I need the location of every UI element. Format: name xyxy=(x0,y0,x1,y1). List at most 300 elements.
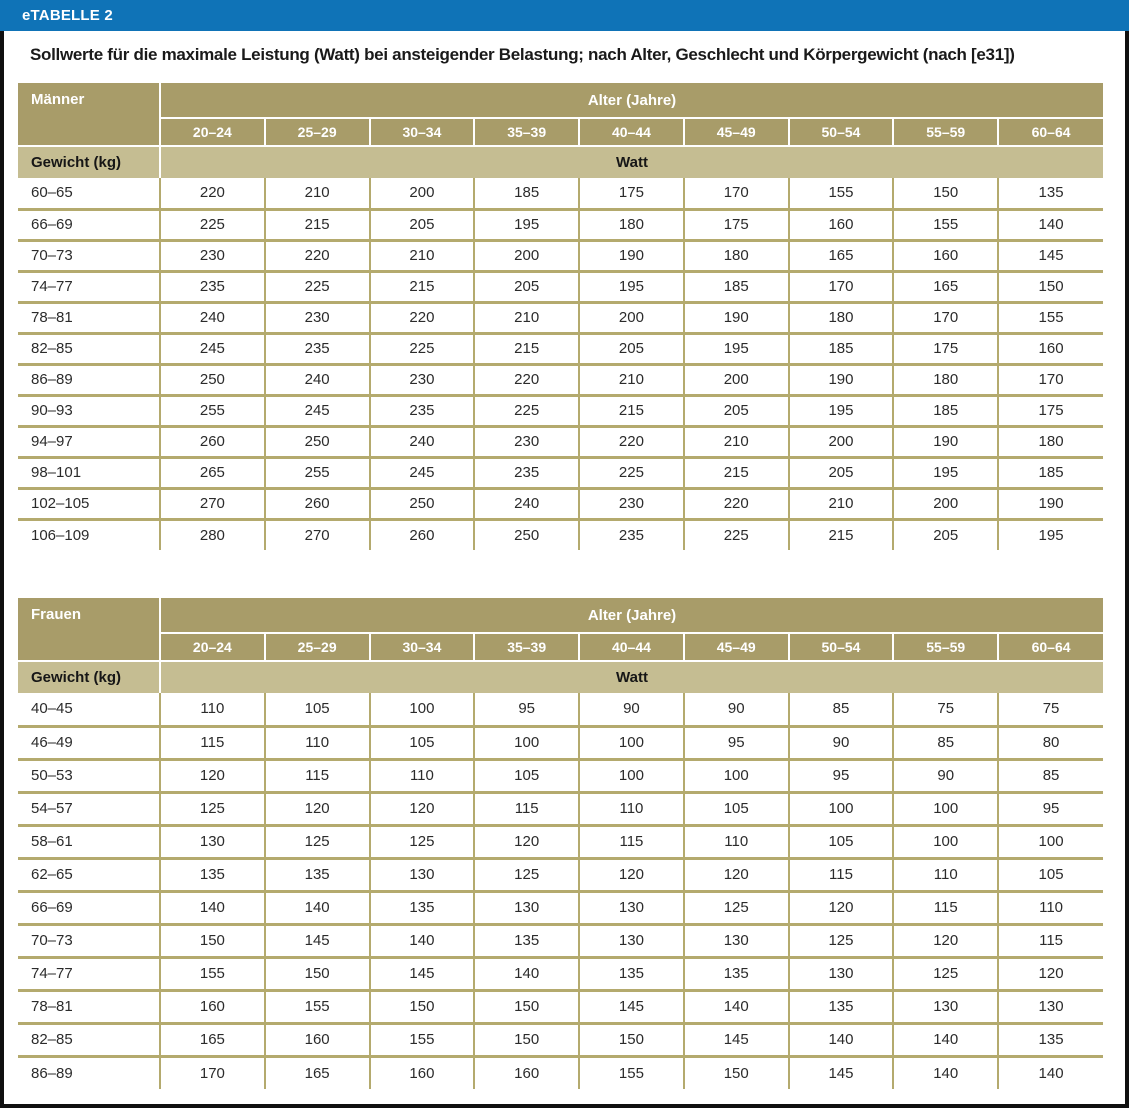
watt-value-cell: 215 xyxy=(370,271,475,302)
watt-value-cell: 135 xyxy=(370,891,475,924)
watt-value-cell: 100 xyxy=(579,759,684,792)
watt-value-cell: 225 xyxy=(160,209,265,240)
group-header-women: Frauen xyxy=(18,598,160,661)
age-range-header: 55–59 xyxy=(893,118,998,146)
watt-value-cell: 235 xyxy=(370,395,475,426)
watt-value-cell: 200 xyxy=(684,364,789,395)
age-range-header: 40–44 xyxy=(579,118,684,146)
watt-value-cell: 230 xyxy=(160,240,265,271)
watt-value-cell: 105 xyxy=(684,792,789,825)
watt-value-cell: 160 xyxy=(474,1056,579,1089)
watt-value-cell: 255 xyxy=(265,457,370,488)
table-row xyxy=(18,488,1103,519)
watt-value-cell: 125 xyxy=(160,792,265,825)
table-row xyxy=(18,891,1103,924)
watt-value-cell: 110 xyxy=(160,693,265,726)
watt-value-cell: 180 xyxy=(684,240,789,271)
watt-value-cell: 115 xyxy=(579,825,684,858)
table-row xyxy=(18,726,1103,759)
table-row xyxy=(18,1056,1103,1089)
table-row xyxy=(18,1023,1103,1056)
table-row xyxy=(18,858,1103,891)
watt-value-cell: 130 xyxy=(474,891,579,924)
weight-range-cell: 78–81 xyxy=(18,302,160,333)
watt-value-cell: 195 xyxy=(474,209,579,240)
weight-range-cell: 66–69 xyxy=(18,209,160,240)
watt-value-cell: 245 xyxy=(160,333,265,364)
table-row xyxy=(18,364,1103,395)
watt-value-cell: 95 xyxy=(789,759,894,792)
watt-value-cell: 155 xyxy=(579,1056,684,1089)
watt-value-cell: 90 xyxy=(893,759,998,792)
men-table-body xyxy=(18,178,1103,550)
watt-value-cell: 105 xyxy=(474,759,579,792)
watt-value-cell: 100 xyxy=(998,825,1103,858)
age-range-header: 60–64 xyxy=(998,118,1103,146)
age-range-header: 20–24 xyxy=(160,118,265,146)
watt-value-cell: 230 xyxy=(474,426,579,457)
watt-value-cell: 130 xyxy=(684,924,789,957)
table-row xyxy=(18,240,1103,271)
watt-value-cell: 220 xyxy=(579,426,684,457)
men-table xyxy=(18,83,1103,550)
watt-value-cell: 75 xyxy=(893,693,998,726)
watt-value-cell: 135 xyxy=(160,858,265,891)
weight-range-cell: 82–85 xyxy=(18,333,160,364)
watt-value-cell: 140 xyxy=(998,209,1103,240)
watt-value-cell: 135 xyxy=(998,178,1103,209)
table-content-box xyxy=(0,31,1129,1108)
watt-value-cell: 140 xyxy=(789,1023,894,1056)
watt-value-cell: 255 xyxy=(160,395,265,426)
watt-value-cell: 135 xyxy=(579,957,684,990)
women-table-header xyxy=(18,598,1103,693)
watt-value-cell: 215 xyxy=(684,457,789,488)
watt-value-cell: 115 xyxy=(893,891,998,924)
watt-value-cell: 130 xyxy=(579,891,684,924)
watt-value-cell: 175 xyxy=(893,333,998,364)
table-row xyxy=(18,457,1103,488)
watt-value-cell: 100 xyxy=(579,726,684,759)
watt-value-cell: 140 xyxy=(265,891,370,924)
age-range-header: 45–49 xyxy=(684,118,789,146)
watt-value-cell: 185 xyxy=(789,333,894,364)
watt-value-cell: 135 xyxy=(789,990,894,1023)
watt-value-cell: 150 xyxy=(474,1023,579,1056)
weight-column-header: Gewicht (kg) xyxy=(18,146,160,178)
watt-value-cell: 140 xyxy=(684,990,789,1023)
watt-value-cell: 245 xyxy=(265,395,370,426)
women-table xyxy=(18,598,1103,1089)
watt-value-cell: 120 xyxy=(370,792,475,825)
watt-value-cell: 85 xyxy=(893,726,998,759)
watt-value-cell: 90 xyxy=(684,693,789,726)
watt-value-cell: 140 xyxy=(893,1023,998,1056)
watt-value-cell: 235 xyxy=(265,333,370,364)
watt-value-cell: 100 xyxy=(789,792,894,825)
table-row xyxy=(18,271,1103,302)
weight-range-cell: 86–89 xyxy=(18,1056,160,1089)
watt-value-cell: 180 xyxy=(789,302,894,333)
watt-value-cell: 220 xyxy=(684,488,789,519)
watt-value-cell: 125 xyxy=(265,825,370,858)
watt-value-cell: 135 xyxy=(998,1023,1103,1056)
watt-value-cell: 270 xyxy=(160,488,265,519)
watt-value-cell: 140 xyxy=(998,1056,1103,1089)
watt-value-cell: 225 xyxy=(684,519,789,550)
watt-value-cell: 250 xyxy=(370,488,475,519)
table-row xyxy=(18,426,1103,457)
watt-value-cell: 115 xyxy=(998,924,1103,957)
watt-value-cell: 105 xyxy=(265,693,370,726)
unit-header: Watt xyxy=(160,146,1103,178)
watt-value-cell: 135 xyxy=(474,924,579,957)
watt-value-cell: 170 xyxy=(684,178,789,209)
watt-value-cell: 210 xyxy=(474,302,579,333)
watt-value-cell: 140 xyxy=(474,957,579,990)
table-row xyxy=(18,759,1103,792)
age-group-header: Alter (Jahre) xyxy=(160,83,1103,118)
watt-value-cell: 210 xyxy=(370,240,475,271)
table-row xyxy=(18,519,1103,550)
age-range-header: 35–39 xyxy=(474,118,579,146)
watt-value-cell: 260 xyxy=(265,488,370,519)
watt-value-cell: 150 xyxy=(893,178,998,209)
weight-range-cell: 46–49 xyxy=(18,726,160,759)
watt-value-cell: 115 xyxy=(789,858,894,891)
watt-value-cell: 210 xyxy=(684,426,789,457)
watt-value-cell: 260 xyxy=(370,519,475,550)
table-row xyxy=(18,333,1103,364)
watt-value-cell: 155 xyxy=(160,957,265,990)
watt-value-cell: 130 xyxy=(579,924,684,957)
watt-value-cell: 120 xyxy=(789,891,894,924)
watt-value-cell: 160 xyxy=(789,209,894,240)
watt-value-cell: 145 xyxy=(684,1023,789,1056)
age-range-header: 55–59 xyxy=(893,633,998,661)
watt-value-cell: 105 xyxy=(370,726,475,759)
watt-value-cell: 155 xyxy=(370,1023,475,1056)
age-columns-row xyxy=(18,633,1103,661)
watt-value-cell: 170 xyxy=(160,1056,265,1089)
table-title: Sollwerte für die maximale Leistung (Watt) bei ansteigender Belastung; nach Alter, Geschlecht und Körpergewicht (nach [e31]) xyxy=(30,45,1015,64)
age-range-header: 20–24 xyxy=(160,633,265,661)
watt-value-cell: 170 xyxy=(893,302,998,333)
watt-value-cell: 145 xyxy=(579,990,684,1023)
watt-value-cell: 195 xyxy=(998,519,1103,550)
watt-value-cell: 155 xyxy=(265,990,370,1023)
watt-value-cell: 170 xyxy=(998,364,1103,395)
watt-value-cell: 120 xyxy=(684,858,789,891)
watt-value-cell: 150 xyxy=(998,271,1103,302)
watt-value-cell: 165 xyxy=(789,240,894,271)
watt-value-cell: 125 xyxy=(893,957,998,990)
weight-range-cell: 74–77 xyxy=(18,957,160,990)
watt-value-cell: 215 xyxy=(579,395,684,426)
watt-value-cell: 170 xyxy=(789,271,894,302)
watt-value-cell: 175 xyxy=(998,395,1103,426)
watt-value-cell: 195 xyxy=(789,395,894,426)
watt-value-cell: 215 xyxy=(789,519,894,550)
watt-value-cell: 105 xyxy=(789,825,894,858)
watt-value-cell: 225 xyxy=(579,457,684,488)
watt-value-cell: 95 xyxy=(998,792,1103,825)
age-range-header: 25–29 xyxy=(265,633,370,661)
watt-value-cell: 180 xyxy=(579,209,684,240)
weight-range-cell: 50–53 xyxy=(18,759,160,792)
watt-value-cell: 180 xyxy=(893,364,998,395)
watt-value-cell: 120 xyxy=(893,924,998,957)
watt-value-cell: 110 xyxy=(893,858,998,891)
weight-range-cell: 102–105 xyxy=(18,488,160,519)
watt-value-cell: 150 xyxy=(474,990,579,1023)
age-range-header: 45–49 xyxy=(684,633,789,661)
watt-value-cell: 240 xyxy=(265,364,370,395)
table-row xyxy=(18,395,1103,426)
watt-value-cell: 85 xyxy=(789,693,894,726)
table-row xyxy=(18,825,1103,858)
watt-value-cell: 135 xyxy=(265,858,370,891)
watt-value-cell: 125 xyxy=(370,825,475,858)
watt-value-cell: 110 xyxy=(579,792,684,825)
watt-value-cell: 125 xyxy=(684,891,789,924)
watt-value-cell: 115 xyxy=(265,759,370,792)
watt-value-cell: 120 xyxy=(160,759,265,792)
watt-value-cell: 130 xyxy=(370,858,475,891)
watt-value-cell: 185 xyxy=(474,178,579,209)
group-header-men: Männer xyxy=(18,83,160,146)
watt-value-cell: 140 xyxy=(893,1056,998,1089)
watt-value-cell: 190 xyxy=(684,302,789,333)
watt-value-cell: 75 xyxy=(998,693,1103,726)
watt-value-cell: 135 xyxy=(684,957,789,990)
watt-value-cell: 225 xyxy=(474,395,579,426)
watt-value-cell: 90 xyxy=(789,726,894,759)
weight-range-cell: 70–73 xyxy=(18,240,160,271)
watt-value-cell: 130 xyxy=(893,990,998,1023)
watt-value-cell: 200 xyxy=(474,240,579,271)
watt-value-cell: 190 xyxy=(789,364,894,395)
watt-value-cell: 100 xyxy=(370,693,475,726)
watt-value-cell: 130 xyxy=(160,825,265,858)
watt-value-cell: 220 xyxy=(160,178,265,209)
watt-value-cell: 145 xyxy=(265,924,370,957)
watt-value-cell: 200 xyxy=(579,302,684,333)
women-table-body xyxy=(18,693,1103,1089)
watt-value-cell: 205 xyxy=(893,519,998,550)
weight-range-cell: 62–65 xyxy=(18,858,160,891)
table-tag-bar xyxy=(0,0,1129,31)
watt-value-cell: 80 xyxy=(998,726,1103,759)
watt-value-cell: 185 xyxy=(998,457,1103,488)
watt-value-cell: 210 xyxy=(789,488,894,519)
watt-value-cell: 155 xyxy=(789,178,894,209)
watt-value-cell: 120 xyxy=(579,858,684,891)
watt-value-cell: 110 xyxy=(370,759,475,792)
watt-value-cell: 225 xyxy=(265,271,370,302)
weight-range-cell: 40–45 xyxy=(18,693,160,726)
watt-value-cell: 200 xyxy=(789,426,894,457)
watt-value-cell: 145 xyxy=(998,240,1103,271)
watt-value-cell: 270 xyxy=(265,519,370,550)
watt-value-cell: 165 xyxy=(160,1023,265,1056)
watt-value-cell: 205 xyxy=(789,457,894,488)
unit-header: Watt xyxy=(160,661,1103,693)
watt-value-cell: 250 xyxy=(265,426,370,457)
watt-value-cell: 240 xyxy=(160,302,265,333)
watt-value-cell: 155 xyxy=(998,302,1103,333)
watt-value-cell: 190 xyxy=(579,240,684,271)
watt-value-cell: 175 xyxy=(684,209,789,240)
weight-range-cell: 94–97 xyxy=(18,426,160,457)
age-group-header: Alter (Jahre) xyxy=(160,598,1103,633)
weight-range-cell: 54–57 xyxy=(18,792,160,825)
watt-value-cell: 90 xyxy=(579,693,684,726)
watt-value-cell: 250 xyxy=(474,519,579,550)
age-columns-row xyxy=(18,118,1103,146)
watt-value-cell: 160 xyxy=(160,990,265,1023)
watt-value-cell: 225 xyxy=(370,333,475,364)
watt-value-cell: 240 xyxy=(370,426,475,457)
watt-value-cell: 200 xyxy=(893,488,998,519)
watt-value-cell: 175 xyxy=(579,178,684,209)
men-table-header xyxy=(18,83,1103,178)
watt-value-cell: 250 xyxy=(160,364,265,395)
watt-value-cell: 150 xyxy=(370,990,475,1023)
watt-value-cell: 165 xyxy=(265,1056,370,1089)
weight-range-cell: 66–69 xyxy=(18,891,160,924)
table-row xyxy=(18,178,1103,209)
watt-value-cell: 260 xyxy=(160,426,265,457)
watt-value-cell: 205 xyxy=(474,271,579,302)
table-row xyxy=(18,957,1103,990)
watt-value-cell: 280 xyxy=(160,519,265,550)
watt-value-cell: 185 xyxy=(893,395,998,426)
watt-value-cell: 110 xyxy=(265,726,370,759)
weight-range-cell: 98–101 xyxy=(18,457,160,488)
watt-value-cell: 115 xyxy=(474,792,579,825)
age-range-header: 60–64 xyxy=(998,633,1103,661)
watt-value-cell: 235 xyxy=(160,271,265,302)
watt-value-cell: 180 xyxy=(998,426,1103,457)
weight-range-cell: 90–93 xyxy=(18,395,160,426)
weight-range-cell: 74–77 xyxy=(18,271,160,302)
watt-value-cell: 215 xyxy=(474,333,579,364)
weight-range-cell: 106–109 xyxy=(18,519,160,550)
watt-value-cell: 205 xyxy=(684,395,789,426)
watt-value-cell: 190 xyxy=(998,488,1103,519)
watt-value-cell: 100 xyxy=(474,726,579,759)
watt-value-cell: 110 xyxy=(684,825,789,858)
watt-value-cell: 210 xyxy=(579,364,684,395)
watt-value-cell: 215 xyxy=(265,209,370,240)
age-range-header: 50–54 xyxy=(789,633,894,661)
age-range-header: 30–34 xyxy=(370,633,475,661)
table-row xyxy=(18,990,1103,1023)
watt-value-cell: 160 xyxy=(265,1023,370,1056)
weight-range-cell: 82–85 xyxy=(18,1023,160,1056)
weight-range-cell: 60–65 xyxy=(18,178,160,209)
watt-value-cell: 150 xyxy=(579,1023,684,1056)
watt-value-cell: 140 xyxy=(370,924,475,957)
watt-value-cell: 125 xyxy=(789,924,894,957)
age-range-header: 25–29 xyxy=(265,118,370,146)
watt-value-cell: 100 xyxy=(684,759,789,792)
watt-value-cell: 150 xyxy=(265,957,370,990)
table-tag: eTABELLE 2 xyxy=(22,7,113,24)
table-row xyxy=(18,302,1103,333)
watt-value-cell: 185 xyxy=(684,271,789,302)
watt-value-cell: 265 xyxy=(160,457,265,488)
weight-range-cell: 70–73 xyxy=(18,924,160,957)
watt-value-cell: 120 xyxy=(265,792,370,825)
watt-value-cell: 120 xyxy=(474,825,579,858)
watt-value-cell: 155 xyxy=(893,209,998,240)
watt-value-cell: 220 xyxy=(474,364,579,395)
watt-value-cell: 95 xyxy=(684,726,789,759)
watt-value-cell: 145 xyxy=(370,957,475,990)
watt-value-cell: 160 xyxy=(370,1056,475,1089)
watt-value-cell: 230 xyxy=(370,364,475,395)
table-row xyxy=(18,924,1103,957)
table-row xyxy=(18,209,1103,240)
watt-value-cell: 150 xyxy=(160,924,265,957)
watt-value-cell: 230 xyxy=(579,488,684,519)
watt-value-cell: 100 xyxy=(893,825,998,858)
watt-value-cell: 220 xyxy=(265,240,370,271)
watt-value-cell: 230 xyxy=(265,302,370,333)
watt-value-cell: 220 xyxy=(370,302,475,333)
watt-value-cell: 115 xyxy=(160,726,265,759)
watt-value-cell: 85 xyxy=(998,759,1103,792)
watt-value-cell: 160 xyxy=(998,333,1103,364)
age-range-header: 50–54 xyxy=(789,118,894,146)
watt-value-cell: 210 xyxy=(265,178,370,209)
watt-value-cell: 130 xyxy=(998,990,1103,1023)
watt-value-cell: 190 xyxy=(893,426,998,457)
watt-value-cell: 240 xyxy=(474,488,579,519)
watt-value-cell: 195 xyxy=(684,333,789,364)
watt-value-cell: 195 xyxy=(893,457,998,488)
age-range-header: 30–34 xyxy=(370,118,475,146)
weight-range-cell: 86–89 xyxy=(18,364,160,395)
watt-value-cell: 195 xyxy=(579,271,684,302)
watt-value-cell: 245 xyxy=(370,457,475,488)
watt-value-cell: 105 xyxy=(998,858,1103,891)
watt-value-cell: 165 xyxy=(893,271,998,302)
watt-value-cell: 95 xyxy=(474,693,579,726)
watt-value-cell: 130 xyxy=(789,957,894,990)
watt-value-cell: 160 xyxy=(893,240,998,271)
table-row xyxy=(18,792,1103,825)
watt-value-cell: 145 xyxy=(789,1056,894,1089)
weight-range-cell: 58–61 xyxy=(18,825,160,858)
weight-range-cell: 78–81 xyxy=(18,990,160,1023)
watt-value-cell: 205 xyxy=(579,333,684,364)
table-row xyxy=(18,693,1103,726)
watt-value-cell: 235 xyxy=(474,457,579,488)
watt-value-cell: 235 xyxy=(579,519,684,550)
watt-value-cell: 150 xyxy=(684,1056,789,1089)
watt-value-cell: 110 xyxy=(998,891,1103,924)
age-range-header: 40–44 xyxy=(579,633,684,661)
watt-value-cell: 200 xyxy=(370,178,475,209)
watt-value-cell: 125 xyxy=(474,858,579,891)
watt-value-cell: 120 xyxy=(998,957,1103,990)
weight-column-header: Gewicht (kg) xyxy=(18,661,160,693)
watt-value-cell: 100 xyxy=(893,792,998,825)
watt-value-cell: 140 xyxy=(160,891,265,924)
